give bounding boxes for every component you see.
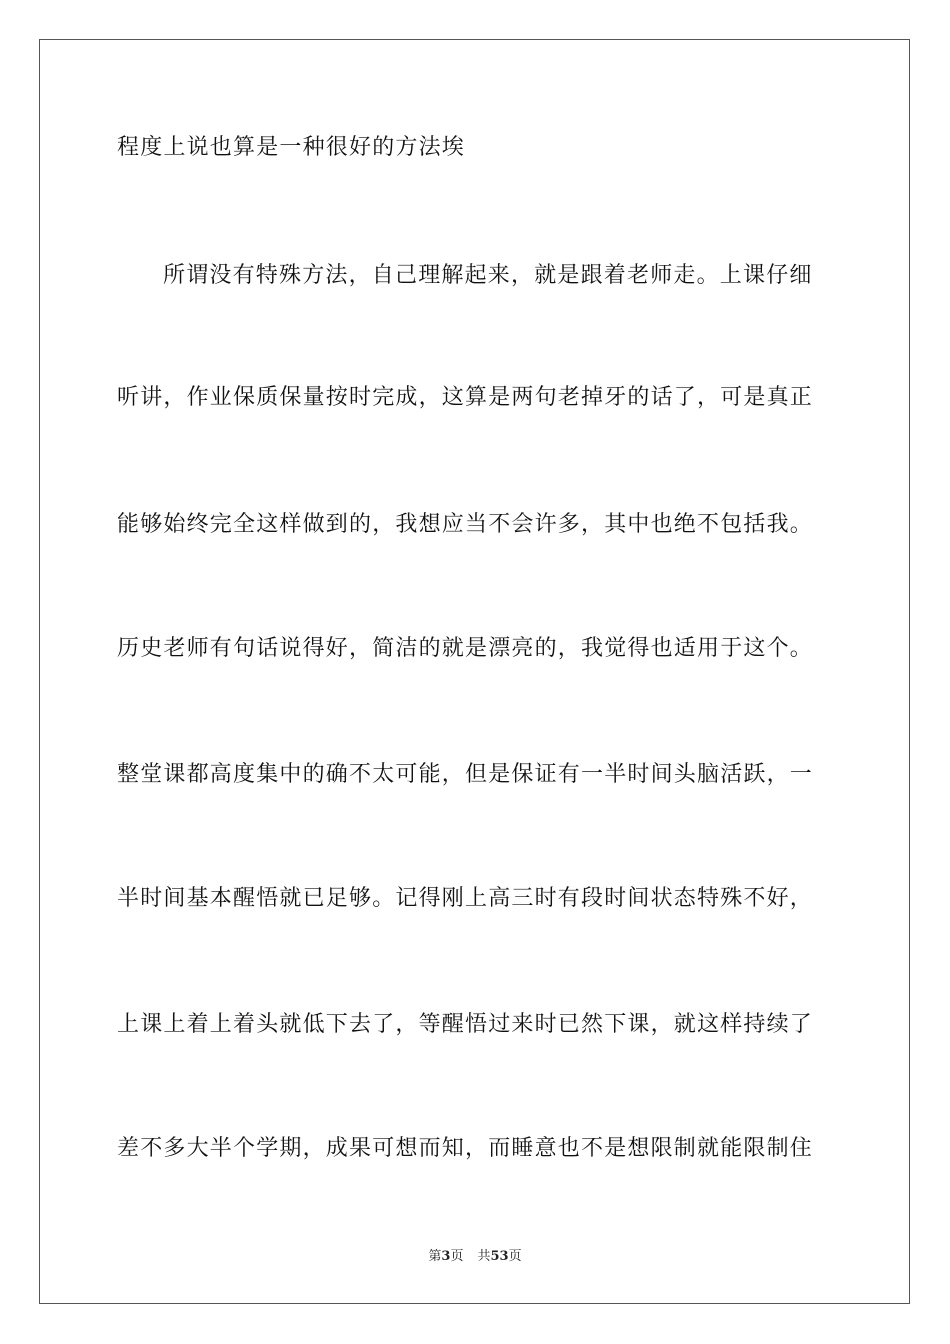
footer-page-suffix: 页 xyxy=(450,1249,464,1264)
footer-total-suffix: 页 xyxy=(508,1249,522,1264)
footer-page-prefix: 第 xyxy=(428,1249,442,1264)
text-line-9: 差不多大半个学期，成果可想而知，而睡意也不是想限制就能限制住 xyxy=(117,1136,814,1161)
footer-total-pages: 53 xyxy=(490,1249,509,1264)
text-line-6: 整堂课都高度集中的确不太可能，但是保证有一半时间头脑活跃，一 xyxy=(117,762,814,787)
text-line-8: 上课上着上着头就低下去了，等醒悟过来时已然下课，就这样持续了 xyxy=(117,1012,814,1037)
text-line-7: 半时间基本醒悟就已足够。记得刚上高三时有段时间状态特殊不好， xyxy=(117,886,814,911)
footer-total-prefix: 共 xyxy=(477,1249,491,1264)
text-line-3: 听讲，作业保质保量按时完成，这算是两句老掉牙的话了，可是真正 xyxy=(117,385,814,410)
text-line-2: 所谓没有特殊方法，自己理解起来，就是跟着老师走。上课仔细 xyxy=(163,263,813,288)
text-line-4: 能够始终完全这样做到的，我想应当不会许多，其中也绝不包括我。 xyxy=(117,512,814,537)
footer-page-number: 3 xyxy=(441,1249,451,1264)
text-line-5: 历史老师有句话说得好，简洁的就是漂亮的，我觉得也适用于这个。 xyxy=(117,636,814,661)
page-footer xyxy=(0,1248,950,1266)
page-frame xyxy=(39,39,910,1304)
text-line-1: 程度上说也算是一种很好的方法埃 xyxy=(117,135,466,160)
